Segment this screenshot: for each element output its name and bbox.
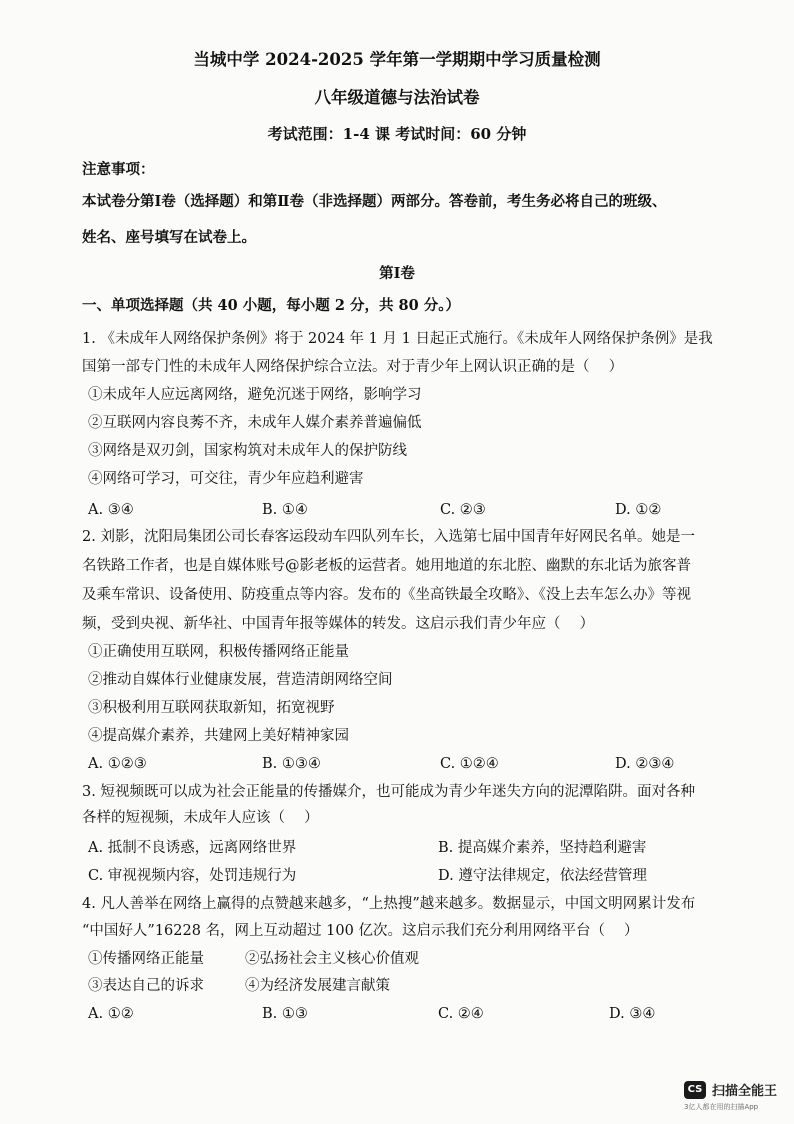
q2-item-2: ②推动自媒体行业健康发展，营造清朗网络空间 <box>88 672 393 688</box>
q2-option-a: A. ①②③ <box>88 756 147 772</box>
q3-option-c: C. 审视视频内容，处罚违规行为 <box>88 868 297 884</box>
notice-line-2: 姓名、座号填写在试卷上。 <box>82 229 256 246</box>
q4-stem-2: “中国好人”16228 名，网上互动超过 100 亿次。这启示我们充分利用网络平台（ ） <box>82 923 639 939</box>
q2-option-b: B. ①③④ <box>262 756 321 772</box>
q2-option-c: C. ①②④ <box>440 756 499 772</box>
q4-option-c: C. ②④ <box>438 1006 484 1022</box>
q4-option-b: B. ①③ <box>262 1006 308 1022</box>
q3-stem-2: 各样的短视频，未成年人应该（ ） <box>82 810 319 826</box>
section-heading: 一、单项选择题（共 40 小题，每小题 2 分，共 80 分。） <box>82 297 460 314</box>
q1-item-4: ④网络可学习，可交往，青少年应趋利避害 <box>88 471 364 487</box>
q1-option-a: A. ③④ <box>88 502 134 518</box>
q4-option-a: A. ①② <box>88 1006 134 1022</box>
exam-subtitle: 八年级道德与法治试卷 <box>314 88 480 107</box>
q3-option-d: D. 遵守法律规定，依法经营管理 <box>438 868 647 884</box>
q2-stem-2: 名铁路工作者，也是自媒体账号@影老板的运营者。她用地道的东北腔、幽默的东北话为旅客普 <box>82 558 691 574</box>
q4-item-4: ④为经济发展建言献策 <box>245 978 390 994</box>
q2-item-3: ③积极利用互联网获取新知，拓宽视野 <box>88 700 335 716</box>
camscanner-logo-icon: CS <box>684 1081 706 1099</box>
q4-item-3: ③表达自己的诉求 <box>88 978 204 994</box>
q4-item-2: ②弘扬社会主义核心价值观 <box>245 951 419 967</box>
q4-stem-1: 4. 凡人善举在网络上赢得的点赞越来越多，“上热搜”越来越多。数据显示，中国文明网累计发布 <box>82 896 696 912</box>
q2-stem-3: 及乘车常识、设备使用、防疫重点等内容。发布的《坐高铁最全攻略》、《没上去车怎么办》等视 <box>82 587 691 603</box>
q1-option-d: D. ①② <box>615 502 662 518</box>
q3-option-b: B. 提高媒介素养，坚持趋利避害 <box>438 840 647 856</box>
notice-heading: 注意事项： <box>82 161 155 178</box>
q1-item-2: ②互联网内容良莠不齐，未成年人媒介素养普遍偏低 <box>88 415 422 431</box>
q4-item-1: ①传播网络正能量 <box>88 951 204 967</box>
q2-option-d: D. ②③④ <box>615 756 675 772</box>
q3-stem-1: 3. 短视频既可以成为社会正能量的传播媒介，也可能成为青少年迷失方向的泥潭陷阱。面对各种 <box>82 784 695 800</box>
exam-scope: 考试范围：1-4 课 考试时间：60 分钟 <box>267 125 527 143</box>
q2-item-4: ④提高媒介素养，共建网上美好精神家园 <box>88 728 349 744</box>
q2-stem-4: 频，受到央视、新华社、中国青年报等媒体的转发。这启示我们青少年应（ ） <box>82 616 595 632</box>
q1-stem-2: 国第一部专门性的未成年人网络保护综合立法。对于青少年上网认识正确的是（ ） <box>82 359 624 375</box>
exam-title: 当城中学 2024-2025 学年第一学期期中学习质量检测 <box>193 50 601 69</box>
q2-stem-1: 2. 刘影，沈阳局集团公司长春客运段动车四队列车长，入选第七届中国青年好网民名单。她是一 <box>82 529 695 545</box>
q1-item-3: ③网络是双刃剑，国家构筑对未成年人的保护防线 <box>88 443 407 459</box>
scanner-watermark <box>684 1080 777 1099</box>
scanner-tagline: 3亿人都在用的扫描App <box>684 1103 759 1111</box>
q1-option-c: C. ②③ <box>440 502 486 518</box>
q4-option-d: D. ③④ <box>609 1006 656 1022</box>
q1-item-1: ①未成年人应远离网络，避免沉迷于网络，影响学习 <box>88 387 422 403</box>
notice-line-1: 本试卷分第Ⅰ卷（选择题）和第Ⅱ卷（非选择题）两部分。答卷前，考生务必将自己的班级、 <box>82 193 667 210</box>
part-label: 第Ⅰ卷 <box>379 265 415 282</box>
q3-option-a: A. 抵制不良诱惑，远离网络世界 <box>88 840 297 856</box>
q2-item-1: ①正确使用互联网，积极传播网络正能量 <box>88 644 349 660</box>
q1-stem-1: 1. 《未成年人网络保护条例》将于 2024 年 1 月 1 日起正式施行。《未成年人网络保护条例》是我 <box>82 331 713 347</box>
scanner-app-name: 扫描全能王 <box>712 1084 778 1099</box>
q1-option-b: B. ①④ <box>262 502 308 518</box>
